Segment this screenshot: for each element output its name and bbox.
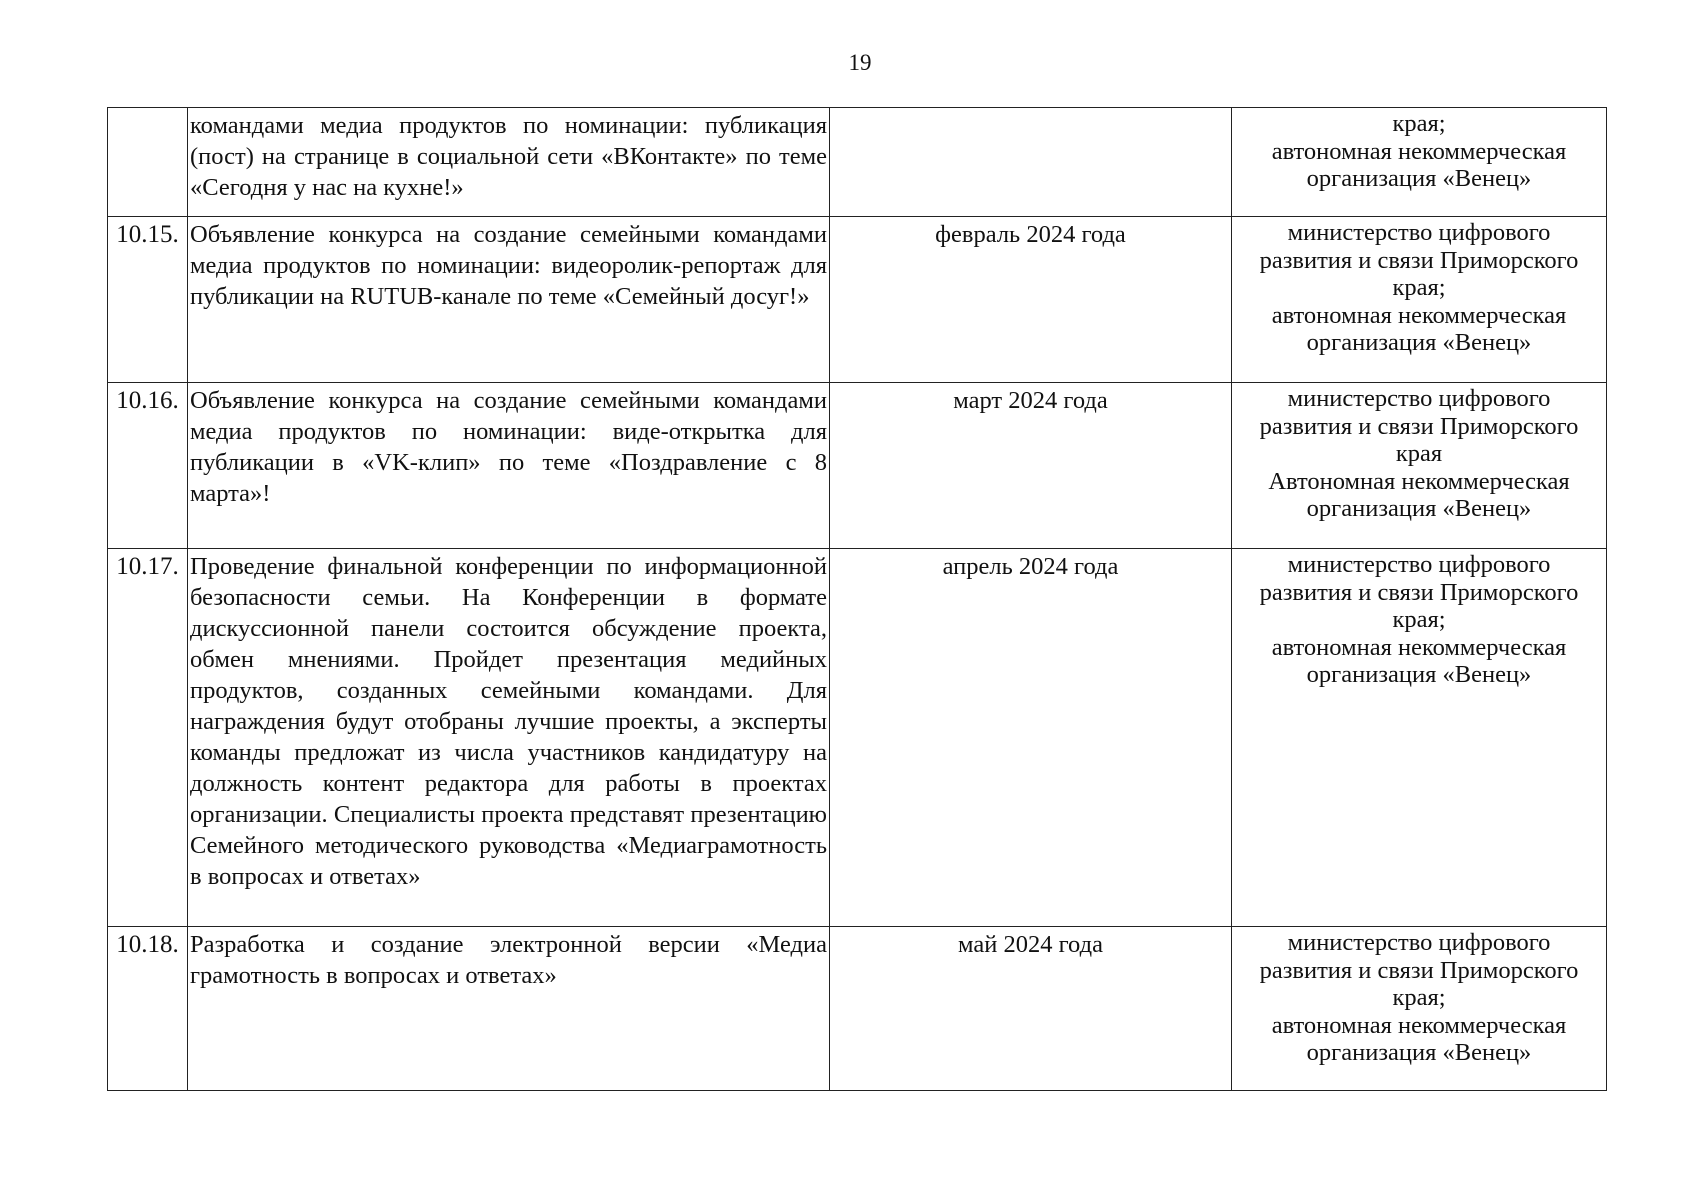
events-plan-table [107,107,1607,1091]
responsible-line: организация «Венец» [1306,1039,1532,1066]
table-row [108,549,1607,927]
responsible-line: края; [1392,274,1446,301]
responsible-line: развития и связи Приморского [1259,412,1579,440]
responsible-line: края; [1392,984,1446,1011]
table-row [108,383,1607,549]
item-number: 10.18. [108,927,188,1091]
table-row [108,927,1607,1091]
responsible-parties [1232,927,1607,1091]
item-number [108,108,188,217]
responsible-line: развития и связи Приморского [1259,578,1579,606]
responsible-line: развития и связи Приморского [1259,956,1579,984]
responsible-line: министерство цифрового [1287,219,1551,246]
responsible-line: автономная некоммерческая [1271,301,1567,329]
event-date [830,108,1232,217]
event-description: Проведение финальной конференции по информационной безопасности семьи. На Конференции в формате дискуссионной панели состоится обсуждение проекта, обмен мнениями. Пройдет презентация медийных продуктов, созданных семейными командами. Для награждения будут отобраны лучшие проекты, а эксперты команды предложат из числа участников кандидатуру на должность контент редактора для работы в проектах организации. Специалисты проекта представят презентацию Семейного методического руководства «Медиаграмотность в вопросах и ответах» [188,549,830,927]
responsible-line: организация «Венец» [1306,495,1532,522]
event-date: май 2024 года [830,927,1232,1091]
item-number: 10.15. [108,217,188,383]
event-description: командами медиа продуктов по номинации: публикация (пост) на странице в социальной сети «ВКонтакте» по теме «Сегодня у нас на кухне!» [188,108,830,217]
responsible-line: министерство цифрового [1287,551,1551,578]
responsible-parties [1232,383,1607,549]
responsible-line: автономная некоммерческая [1271,633,1567,661]
event-description: Объявление конкурса на создание семейными командами медиа продуктов по номинации: виде-открытка для публикации в «VK-клип» по теме «Поздравление с 8 марта»! [188,383,830,549]
responsible-line: организация «Венец» [1306,165,1532,192]
event-description: Объявление конкурса на создание семейными командами медиа продуктов по номинации: видеоролик-репортаж для публикации на RUTUB-канале по теме «Семейный досуг!» [188,217,830,383]
responsible-parties [1232,217,1607,383]
responsible-line: министерство цифрового [1287,385,1551,412]
responsible-line: организация «Венец» [1306,329,1532,356]
responsible-line: организация «Венец» [1306,661,1532,688]
responsible-line: развития и связи Приморского [1259,246,1579,274]
event-date: апрель 2024 года [830,549,1232,927]
responsible-line: края [1395,440,1443,467]
responsible-parties [1232,549,1607,927]
responsible-line: края; [1392,606,1446,633]
event-date: март 2024 года [830,383,1232,549]
event-description: Разработка и создание электронной версии «Медиа грамотность в вопросах и ответах» [188,927,830,1091]
table-row [108,108,1607,217]
table-row [108,217,1607,383]
responsible-line: Автономная некоммерческая [1268,467,1570,495]
responsible-parties [1232,108,1607,217]
responsible-line: автономная некоммерческая [1271,1011,1567,1039]
responsible-line: министерство цифрового [1287,929,1551,956]
responsible-line: автономная некоммерческая [1271,137,1567,165]
responsible-line: края; [1392,110,1446,137]
item-number: 10.17. [108,549,188,927]
item-number: 10.16. [108,383,188,549]
event-date: февраль 2024 года [830,217,1232,383]
page-number: 19 [848,50,872,75]
